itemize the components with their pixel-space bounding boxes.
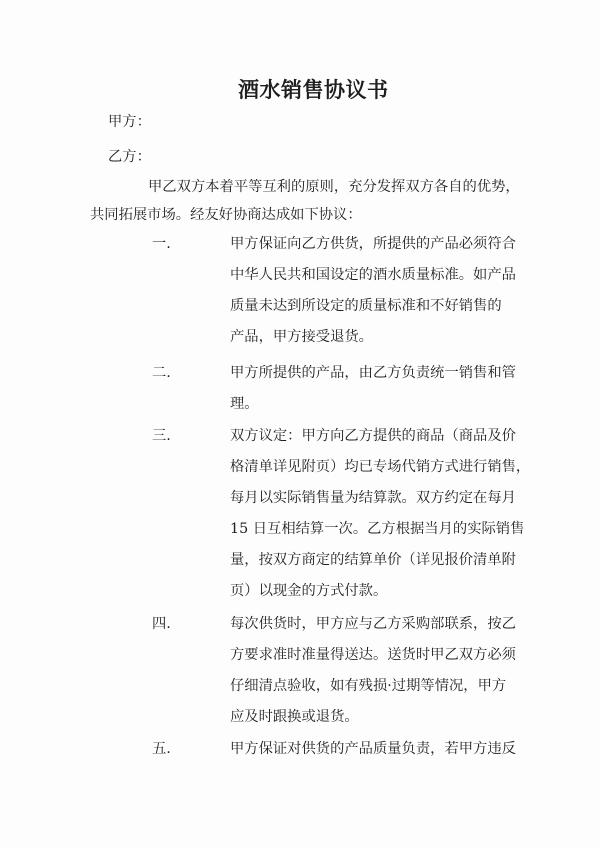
party-b-label: 乙方： (108, 149, 151, 165)
clause-number: 一. (152, 236, 171, 252)
clause-line: 产品，甲方接受退货。 (230, 329, 373, 345)
clause-line: 甲方保证对供货的产品质量负责，若甲方违反 (230, 741, 516, 757)
clause-line: 每月以实际销售量为结算款。双方约定在每月 (230, 490, 516, 506)
clause-number: 五. (152, 741, 171, 757)
clause-body (230, 734, 540, 765)
clause-body (230, 609, 540, 733)
clause-line: 理。 (230, 396, 259, 412)
clause-number: 三. (152, 428, 171, 444)
document-title: 酒水销售协议书 (238, 77, 389, 102)
clause-body (230, 229, 540, 353)
clause-line: 甲方保证向乙方供货，所提供的产品必须符合 (230, 236, 516, 252)
clause-line: 仔细清点验收，如有残损·过期等情况，甲方 (230, 678, 507, 694)
clause-number: 四. (152, 616, 171, 632)
clause-line: 方要求准时准量得送达。送货时甲乙双方必须 (230, 647, 516, 663)
clause-body (230, 421, 540, 607)
clause-line: 每次供货时，甲方应与乙方采购部联系，按乙 (230, 616, 516, 632)
clause-line: 格清单详见附页）均已专场代销方式进行销售， (230, 459, 531, 475)
clause-line: 双方议定：甲方向乙方提供的商品（商品及价 (230, 428, 516, 444)
clause-line: 中华人民共和国设定的酒水质量标准。如产品 (230, 267, 516, 283)
clause-line: 15 日互相结算一次。乙方根据当月的实际销售 (230, 521, 525, 537)
intro-line: 甲乙双方本着平等互利的原则，充分发挥双方各自的优势， (148, 179, 520, 195)
party-a-label: 甲方： (108, 114, 151, 130)
clause-line: 质量未达到所设定的质量标准和不好销售的 (230, 298, 502, 314)
clause-line: 应及时跟换或退货。 (230, 709, 359, 725)
clause-number: 二. (152, 365, 171, 381)
intro-paragraph (90, 173, 520, 229)
clause-body (230, 358, 540, 420)
intro-line: 共同拓展市场。经友好协商达成如下协议： (90, 207, 362, 223)
clause-line: 甲方所提供的产品，由乙方负责统一销售和管 (230, 365, 516, 381)
clause-line: 页）以现金的方式付款。 (230, 583, 388, 599)
clause-line: 量，按双方商定的结算单价（详见报价清单附 (230, 552, 516, 568)
